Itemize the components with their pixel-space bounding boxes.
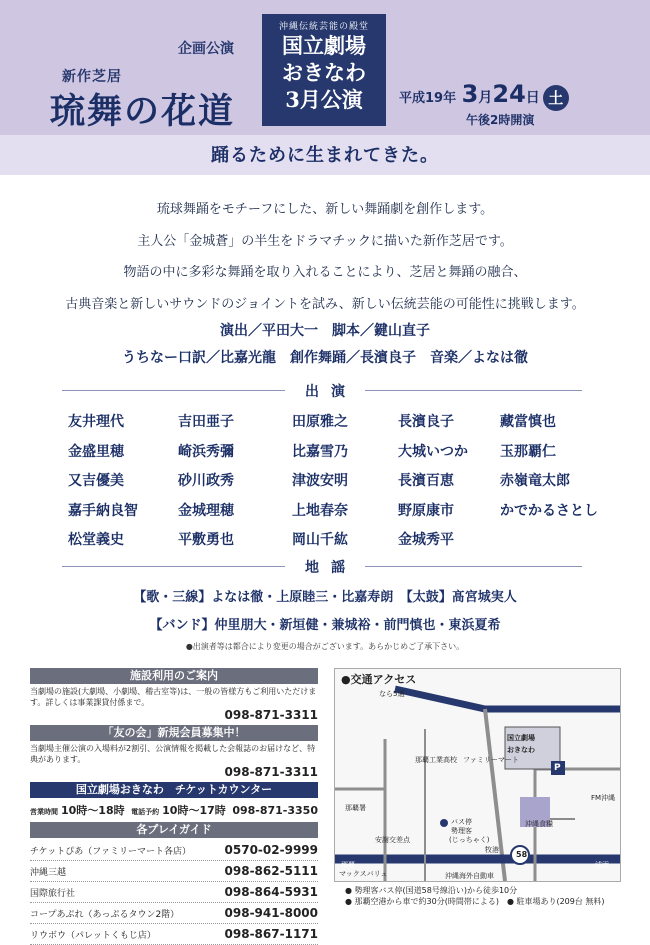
date-era: 平成19年 [399,91,457,106]
counter-tel: 098-871-3350 [232,803,318,817]
access-note: ● 勢理客バス停(国道58号線沿い)から徒歩10分 [345,886,518,895]
map-label: FM沖縄 [591,794,616,802]
cast-member: 大城いつか [398,443,468,460]
cast-member: 嘉手納良智 [68,502,138,519]
cast-member: 友井理代 [68,414,124,430]
cast-member: 岡山千紘 [292,532,348,548]
event-date [399,80,569,111]
date-day: 24 [492,80,526,108]
cast-member: 長濱百恵 [398,473,454,489]
phone-label: 電話予約 [131,808,160,816]
access-note: ● 那覇空港から車で約30分(時間帯による) ● 駐車場あり(209台 無料) [345,897,605,906]
hours-label: 営業時間 [30,808,58,816]
cast-member: 長濱良子 [398,414,454,430]
guide-tel: 098-864-5931 [224,885,318,899]
main-title: 琉舞の花道 [50,91,236,132]
credit-line: 演出／平田大一 脚本／鍵山直子 [220,323,430,339]
info-panel [30,668,318,945]
guide-name: コープあぷれ（あっぷるタウン2階） [30,909,180,920]
jiutai-line: 【歌・三線】よなは徹・上原睦三・比嘉寿朗 【太鼓】髙宮城実人 [133,590,517,605]
guide-row [30,903,318,924]
guide-row [30,840,318,861]
venue-box [262,14,386,126]
date-month-kanji: 月 [478,90,493,106]
guide-name: 国際旅行社 [30,888,76,899]
cast-member: 赤嶺竜太郎 [500,473,570,489]
venue-subtitle: 沖縄伝統芸能の殿堂 [278,22,369,32]
guide-title: 各プレイガイド [30,822,318,838]
map-label-theater: 国立劇場 [507,734,535,742]
cast-member: 津波安明 [292,473,348,489]
cast-member: 吉田亜子 [178,414,234,430]
counter-title: 国立劇場おきなわ チケットカウンター [30,782,318,798]
venue-line-1: 国立劇場 [282,33,366,58]
shinsaku-label: 新作芝居 [62,69,122,85]
map-label: 那覇工業高校 [415,756,457,764]
jiutai-heading [0,557,650,577]
venue-line-3: 3月公演 [285,87,363,112]
map-graphic [335,669,620,881]
map-label: なら5通 [379,690,405,698]
jiutai-line: 【バンド】仲里朋大・新垣健・兼城裕・前門慎也・東浜夏希 [149,618,501,633]
map-label: 那覇署 [345,804,366,812]
cast-column [500,408,598,526]
cast-column [292,408,348,556]
map-label: 沖縄海外自動車 [445,872,494,880]
map-label: 勢理客 [451,827,472,835]
map-label-theater: おきなわ [507,746,535,754]
cast-member: 田原雅之 [292,414,348,430]
cast-member: 金城秀平 [398,532,454,548]
map-label: マックスバリュ [339,870,388,878]
map-label: 牧港 [485,846,499,854]
catchphrase: 踊るために生まれてきた。 [211,145,439,166]
intro-line: 主人公「金城蒼」の半生をドラマチックに描いた新作芝居です。 [137,233,513,249]
facility-title: 施設利用のご案内 [30,668,318,684]
guide-tel: 098-941-8000 [224,906,318,920]
map-label: 那覇 [341,861,355,869]
staff-credits [0,318,650,372]
cast-member: かでかるさとし [500,502,598,519]
date-day-kanji: 日 [525,90,540,106]
venue-line-2: おきなわ [282,60,366,85]
date-month: 3 [461,80,479,108]
hours-value: 10時～18時 [61,804,125,817]
date-weekday-badge: 土 [543,85,569,111]
cast-member: 又吉優美 [68,473,124,489]
cast-member: 藏當慎也 [500,414,556,430]
tomo-title: 「友の会」新規会員募集中！ [30,725,318,741]
cast-column [398,408,468,556]
map-label: (じっちゃく) [449,836,490,844]
facility-tel: 098-871-3311 [224,708,318,722]
guide-tel: 098-867-1171 [224,927,318,941]
cast-heading-text: 出演 [285,384,365,400]
guide-row [30,882,318,903]
guide-name: リウボウ（パレットくもじ店） [30,930,156,941]
cast-member: 金盛里穂 [68,443,124,460]
cast-member: 金城理穂 [178,502,234,519]
intro-line: 古典音楽と新しいサウンドのジョイントを試み、新しい伝統芸能の可能性に挑戦します。 [65,296,585,312]
guide-name: チケットぴあ（ファミリーマート各店） [30,846,192,857]
cast-member: 崎浜秀彌 [178,443,234,460]
cast-heading [0,381,650,401]
access-notes [345,885,605,907]
tomo-text: 当劇場主催公演の入場料が2割引、公演情報を掲載した会報誌のお届けなど、特典があります。 [30,744,316,764]
guide-tel: 098-862-5111 [224,864,318,878]
intro-line: 琉球舞踊をモチーフにした、新しい舞踊劇を創作します。 [156,202,494,217]
cast-column [178,408,234,556]
cast-member: 玉那覇仁 [500,443,556,460]
map-label: バス停 [451,818,472,826]
kikaku-label: 企画公演 [178,41,234,57]
counter-hours [30,802,318,818]
map-label: 安謝交差点 [375,836,410,844]
phone-hours-value: 10時～17時 [162,804,226,817]
map-title: ●交通アクセス [341,673,417,686]
change-note: ●出演者等は都合により変更の場合がございます。あらかじめご了承下さい。 [185,642,465,651]
cast-member: 上地春奈 [292,502,348,519]
intro-line: 物語の中に多彩な舞踊を取り入れることにより、芝居と舞踊の融合、 [123,265,527,280]
cast-member: 砂川政秀 [178,473,234,489]
facility-text: 当劇場の施設(大劇場、小劇場、稽古室等)は、一般の皆様方もご利用いただけます。詳しくは事業課貸付係まで。 [30,687,317,707]
map-label: ファミリーマート [463,756,519,764]
cast-member: 松堂義史 [68,532,124,548]
route-58-label: 58 [516,850,528,859]
map-label: 沖縄食糧 [525,820,553,828]
map-label: 浦添 [595,861,609,869]
access-map [334,668,621,882]
cast-member: 比嘉雪乃 [292,443,348,460]
cast-column [68,408,138,556]
cast-member: 野原康市 [398,502,454,519]
cast-member: 平敷勇也 [178,532,234,548]
guide-tel: 0570-02-9999 [224,843,318,857]
jiutai-list [0,584,650,640]
tomo-tel: 098-871-3311 [224,765,318,779]
opening-time: 午後2時開演 [466,113,535,127]
credit-line: うちなー口訳／比嘉光龍 創作舞踊／長濱良子 音楽／よなは徹 [122,350,528,366]
intro-text [0,194,650,320]
guide-row [30,924,318,945]
guide-name: 沖縄三越 [30,867,67,878]
parking-icon: P [554,763,561,773]
guide-row [30,861,318,882]
jiutai-heading-text: 地謡 [285,560,365,576]
